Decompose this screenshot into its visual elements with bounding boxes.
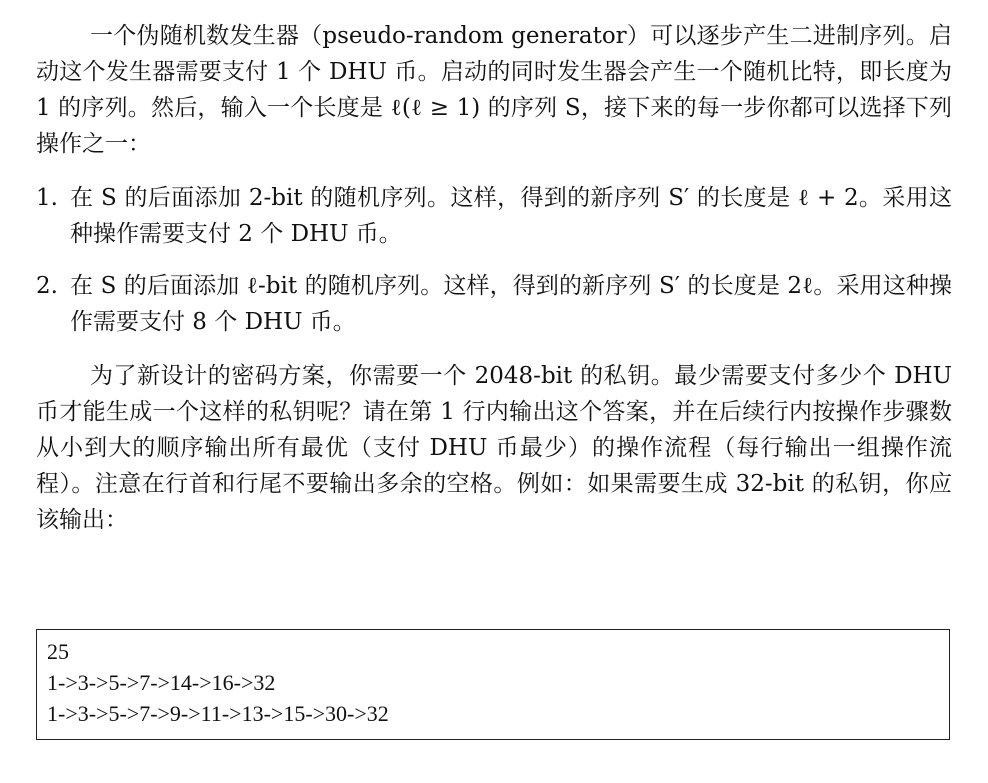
sample-output-box — [36, 629, 950, 740]
operation-text: 在 S 的后面添加 2-bit 的随机序列。这样，得到的新序列 S′ 的长度是 ℓ + 2。采用这种操作需要支付 2 个 DHU 币。 — [70, 185, 952, 247]
sample-output-line: 1->3->5->7->14->16->32 — [47, 670, 276, 695]
sample-output-line: 25 — [47, 639, 69, 664]
operation-item-2 — [36, 268, 952, 340]
task-paragraph: 为了新设计的密码方案，你需要一个 2048-bit 的私钥。最少需要支付多少个 DHU 币才能生成一个这样的私钥呢？请在第 1 行内输出这个答案，并在后续行内按操作步骤数从小到大的顺序输出所有最优（支付 DHU 币最少）的操作流程（每行输出一组操作流程）。注意在行首和行尾不要输出多余的空格。例如：如果需要生成 32-bit 的私钥，你应该输出： — [36, 363, 952, 533]
operation-list — [36, 180, 952, 340]
operation-text: 在 S 的后面添加 ℓ-bit 的随机序列。这样，得到的新序列 S′ 的长度是 2ℓ。采用这种操作需要支付 8 个 DHU 币。 — [70, 273, 952, 335]
operation-item-1 — [36, 180, 952, 252]
sample-output-line: 1->3->5->7->9->11->13->15->30->32 — [47, 701, 389, 726]
operation-number: 1. — [36, 185, 58, 211]
intro-paragraph: 一个伪随机数发生器（pseudo-random generator）可以逐步产生二进制序列。启动这个发生器需要支付 1 个 DHU 币。启动的同时发生器会产生一个随机比特，即长度为 1 的序列。然后，输入一个长度是 ℓ(ℓ ≥ 1) 的序列 S，接下来的每一步你都可以选择下列操作之一： — [36, 23, 952, 157]
problem-statement — [36, 18, 952, 538]
operation-number: 2. — [36, 273, 58, 299]
